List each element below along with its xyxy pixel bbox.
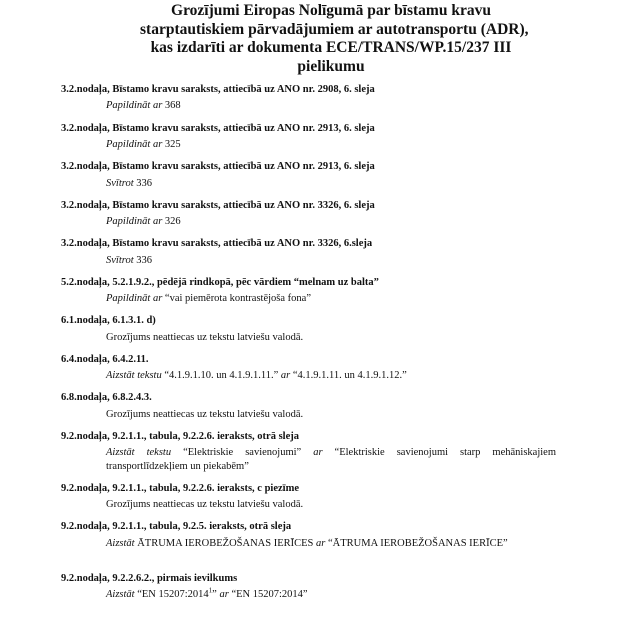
amendment-body (106, 446, 556, 473)
amendment-heading: 3.2.nodaļa, Bīstamo kravu saraksts, attiecībā uz ANO nr. 3326, 6. sleja (61, 200, 375, 211)
amendment-text: 326 (162, 216, 181, 227)
amendment-action: Svītrot (106, 178, 134, 189)
amendment-heading: 6.4.nodaļa, 6.4.2.11. (61, 354, 149, 365)
amendment-text-2: “Elektriskie savienojumi starp mehāniskajiem transportlīdzekļiem un piekabēm” (106, 447, 556, 472)
amendment-action: Aizstāt (106, 538, 135, 549)
amendment-heading: 9.2.nodaļa, 9.2.1.1., tabula, 9.2.2.6. ieraksts, c piezīme (61, 483, 299, 494)
amendment-text-2: “4.1.9.1.11. un 4.1.9.1.12.” (290, 370, 407, 381)
amendment-body (106, 177, 556, 191)
amendment-text-2: “ĀTRUMA IEROBEŽOŠANAS IERĪCE” (325, 538, 508, 549)
amendment-text: “4.1.9.1.10. un 4.1.9.1.11.” (161, 370, 279, 381)
amendment-action: Papildināt ar (106, 216, 163, 227)
document-title (140, 2, 529, 76)
amendment-heading: 3.2.nodaļa, Bīstamo kravu saraksts, attiecībā uz ANO nr. 2913, 6. sleja (61, 123, 375, 134)
amendment-body (106, 99, 556, 113)
amendment-body: Grozījums neattiecas uz tekstu latviešu valodā. (106, 332, 304, 343)
amendment-text-end: ” (212, 589, 217, 600)
amendment-body (106, 254, 556, 268)
amendment-heading: 3.2.nodaļa, Bīstamo kravu saraksts, attiecībā uz ANO nr. 3326, 6.sleja (61, 238, 373, 249)
amendment-text: 336 (133, 255, 152, 266)
amendment-action: Aizstāt (106, 589, 135, 600)
amendment-heading: 6.1.nodaļa, 6.1.3.1. d) (61, 315, 156, 326)
amendment-body (106, 537, 556, 551)
amendment-heading: 5.2.nodaļa, 5.2.1.9.2., pēdējā rindkopā, pēc vārdiem “melnam uz balta” (61, 277, 379, 288)
amendment-body (106, 138, 556, 152)
amendment-action-2: ar (278, 370, 291, 381)
amendment-text: ĀTRUMA IEROBEŽOŠANAS IERĪCES (134, 538, 314, 549)
amendment-action: Papildināt ar (106, 100, 163, 111)
amendment-text: 368 (162, 100, 181, 111)
amendment-body: Grozījums neattiecas uz tekstu latviešu valodā. (106, 499, 304, 510)
amendment-action: Papildināt ar (106, 139, 163, 150)
amendment-action-2: ar (313, 538, 326, 549)
amendment-text: 325 (162, 139, 181, 150)
amendment-body (106, 292, 556, 306)
amendment-action: Aizstāt tekstu (106, 447, 172, 458)
amendment-body (106, 588, 556, 602)
amendment-text: 336 (133, 178, 152, 189)
amendment-text: “vai piemērota kontrastējoša fona” (162, 293, 311, 304)
amendment-body: Grozījums neattiecas uz tekstu latviešu valodā. (106, 409, 304, 420)
amendment-heading: 3.2.nodaļa, Bīstamo kravu saraksts, attiecībā uz ANO nr. 2908, 6. sleja (61, 84, 375, 95)
amendment-text-2: “EN 15207:2014” (228, 589, 308, 600)
amendment-action: Svītrot (106, 255, 134, 266)
amendment-heading: 6.8.nodaļa, 6.8.2.4.3. (61, 392, 152, 403)
amendment-heading: 9.2.nodaļa, 9.2.1.1., tabula, 9.2.2.6. ieraksts, otrā sleja (61, 431, 300, 442)
amendment-text: “EN 15207:2014 (134, 589, 209, 600)
title-line-4: pielikumu (297, 57, 365, 75)
title-line-3: kas izdarīti ar dokumenta ECE/TRANS/WP.15/237 III (150, 39, 512, 56)
amendment-action-2: ar (216, 589, 229, 600)
amendment-heading: 9.2.nodaļa, 9.2.1.1., tabula, 9.2.5. ieraksts, otrā sleja (61, 521, 292, 532)
amendment-action: Aizstāt tekstu (106, 370, 162, 381)
amendment-heading: 3.2.nodaļa, Bīstamo kravu saraksts, attiecībā uz ANO nr. 2913, 6. sleja (61, 161, 375, 172)
amendment-heading: 9.2.nodaļa, 9.2.2.6.2., pirmais ievilkums (61, 573, 238, 584)
title-line-2: starptautiskiem pārvadājumiem ar autotransportu (ADR), (140, 20, 529, 38)
amendment-body (106, 369, 556, 383)
amendment-text: “Elektriskie savienojumi” (171, 447, 302, 458)
footnote-marker: 1 (208, 586, 213, 595)
amendment-body (106, 215, 556, 229)
amendment-action: Papildināt ar (106, 293, 163, 304)
amendment-action-2: ar (301, 447, 323, 458)
title-line-1: Grozījumi Eiropas Nolīgumā par bīstamu kravu (171, 2, 491, 19)
